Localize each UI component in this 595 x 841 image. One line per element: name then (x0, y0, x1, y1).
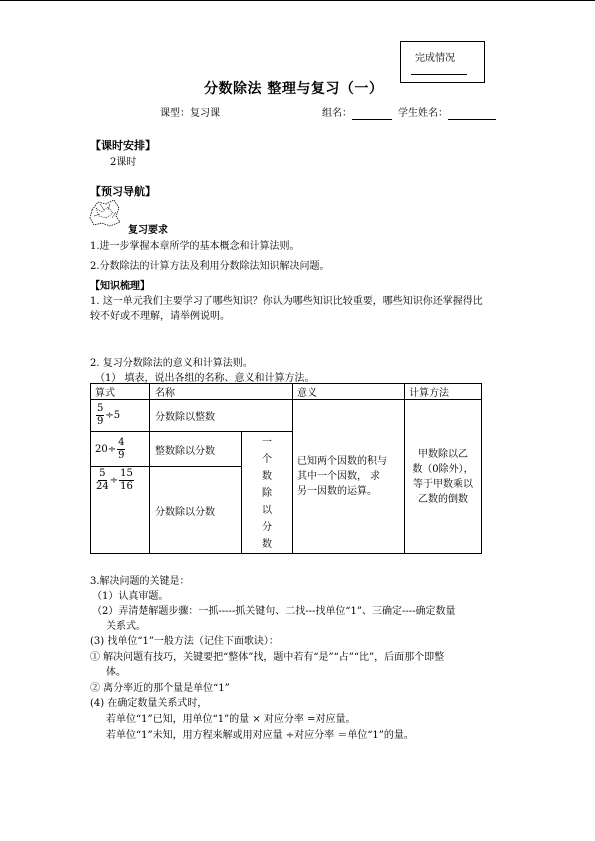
question-3-step-4: (4) 在确定数量关系式时， (90, 698, 208, 709)
student-label: 学生姓名： (398, 108, 448, 119)
course-type: 课型：复习课 (160, 108, 220, 119)
group-label: 组名： (322, 108, 352, 119)
question-3-known-unit: 若单位“1”已知，用单位“1”的量 × 对应分率 =对应量。 (106, 714, 356, 725)
page-title: 分数除法 整理与复习（一） (204, 81, 384, 97)
preview-heading: 【预习导航】 (90, 185, 156, 198)
header-name: 名称 (150, 384, 293, 400)
header-meaning: 意义 (293, 384, 405, 400)
schedule-heading: 【课时安排】 (90, 139, 156, 152)
student-field (398, 104, 496, 120)
expression-fraction-div-integer: $\frac{5}{9}$ ÷5 (91, 400, 150, 432)
question-3-heading: 3.解决问题的关键是： (90, 576, 190, 587)
question-2-instruction: （1） 填表，说出各组的名称、意义和计算方法。 (95, 373, 315, 384)
completion-blank[interactable] (411, 74, 467, 75)
requirement-1: 1.进一步掌握本章所学的基本概念和计算法则。 (90, 241, 300, 252)
name-integer-div-fraction: 整数除以分数 (150, 432, 242, 467)
schedule-value: 2课时 (110, 157, 137, 168)
group-field (322, 104, 392, 120)
question-3-rule-1a: ① 解决问题有技巧，关键要把“整体”找，题中若有“是”“占”“比”，后面那个即整 (90, 652, 445, 663)
student-blank[interactable] (448, 108, 496, 120)
name-fraction-div-fraction: 分数除以分数 (150, 467, 242, 554)
question-3-unknown-unit: 若单位“1”未知，用方程来解或用对应量 ÷对应分率 ＝单位“1”的量。 (106, 730, 414, 741)
header-method: 计算方法 (405, 384, 482, 400)
question-3-step-3: (3) 找单位“1”一般方法（记住下面歌诀）： (90, 636, 279, 647)
question-3-step-2b: 关系式。 (106, 621, 146, 632)
question-1-line-2: 较不好或不理解，请举例说明。 (90, 311, 230, 322)
question-3-rule-2: ② 离分率近的那个量是单位“1” (90, 683, 230, 694)
question-3-rule-1b: 体。 (106, 667, 126, 678)
header-expression: 算式 (91, 384, 150, 400)
question-2-heading: 2. 复习分数除法的意义和计算法则。 (90, 358, 253, 369)
name-fraction-div-integer: 分数除以整数 (150, 400, 293, 432)
crumpled-paper-icon (88, 198, 122, 228)
vertical-label: 一 个 数 除 以 分 数 (242, 432, 293, 554)
division-summary-table (90, 383, 482, 554)
method-cell: 甲数除以乙 数（0除外）， 等于甲数乘以 乙数的倒数 (405, 400, 482, 554)
fraction: $\frac{5}{24}$ (96, 468, 109, 493)
fraction: $\frac{5}{9}$ (97, 403, 104, 427)
top-rule (0, 0, 595, 1)
completion-label: 完成情况 (415, 53, 455, 64)
knowledge-heading: 【知识梳理】 (90, 281, 150, 292)
question-3-step-1: （1）认真审题。 (92, 591, 169, 602)
review-requirements-heading: 复习要求 (128, 225, 168, 236)
completion-box (400, 41, 485, 83)
question-1-line-1: 1. 这一单元我们主要学习了哪些知识？你认为哪些知识比较重要，哪些知识你还掌握得比 (90, 296, 483, 307)
group-blank[interactable] (352, 108, 392, 120)
question-3-step-2a: （2）弄清楚解题步骤：一抓-----抓关键句、二找---找单位“1”、三确定----确定数量 (92, 606, 456, 617)
fraction: $\frac{15}{16}$ (120, 468, 133, 493)
requirement-2: 2.分数除法的计算方法及利用分数除法知识解决问题。 (90, 261, 330, 272)
expression-fraction-div-fraction: $\frac{5}{24}$ ÷ $\frac{15}{16}$ (91, 467, 150, 554)
expression-integer-div-fraction: 20÷ $\frac{4}{9}$ (91, 432, 150, 467)
meaning-cell: 已知两个因数的积与 其中一个因数， 求 另一因数的运算。 (293, 400, 405, 554)
fraction: $\frac{4}{9}$ (118, 436, 125, 461)
